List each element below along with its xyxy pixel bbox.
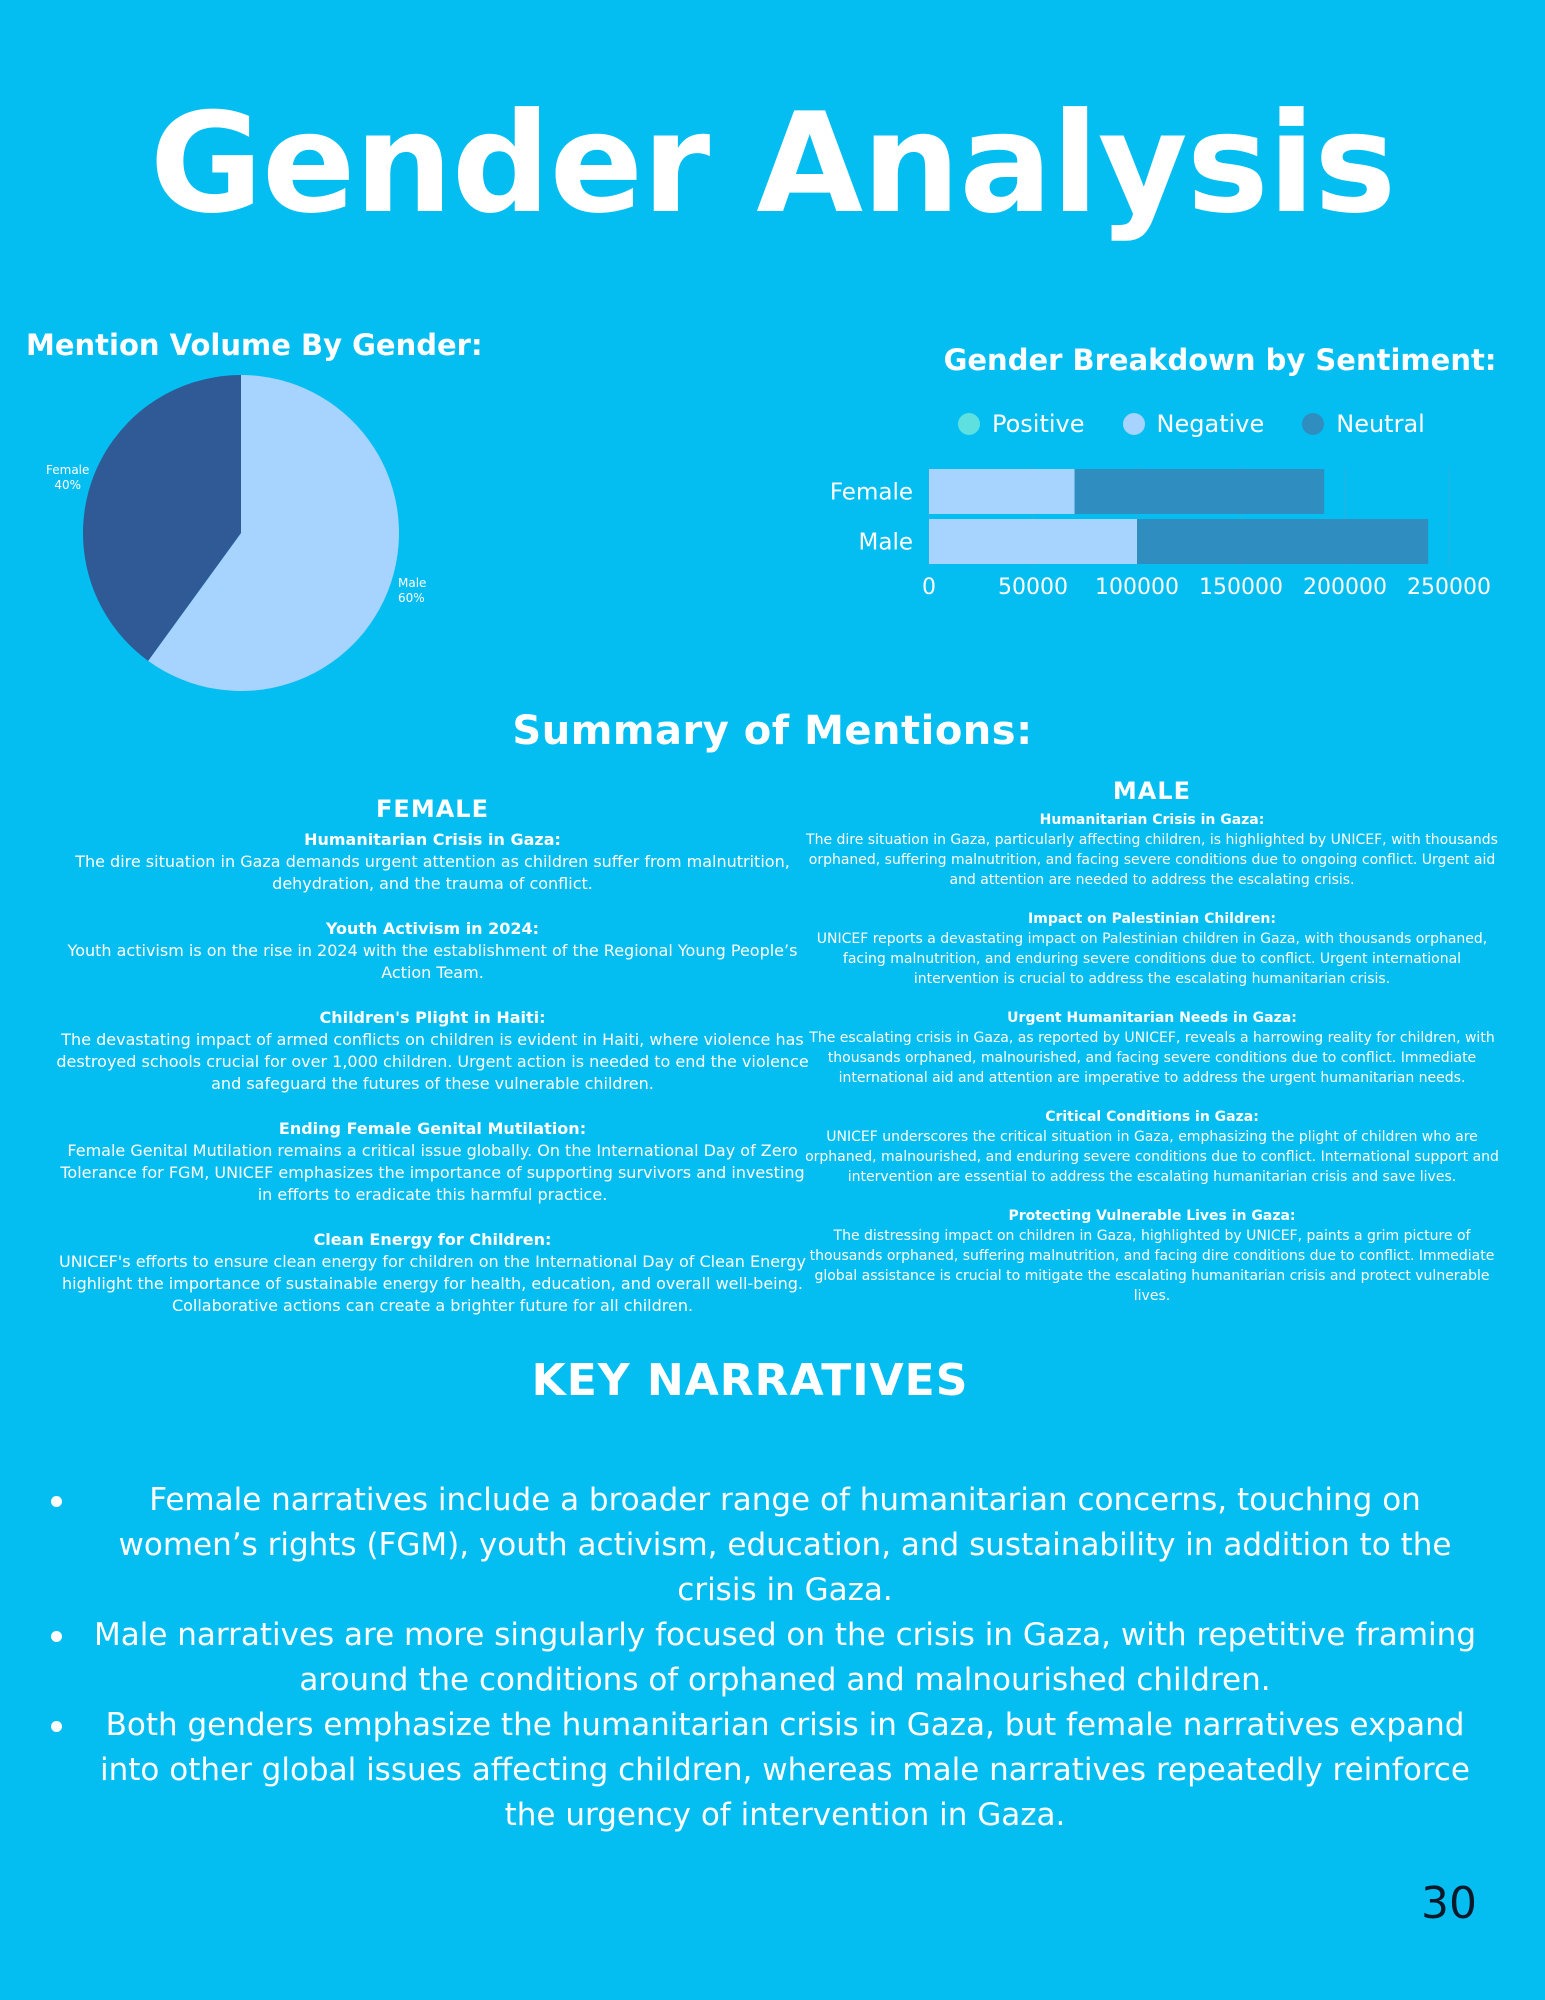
key-narrative-item: Female narratives include a broader range of humanitarian concerns, touching on women’s rights (FGM), youth activism, education, and sustainability in addition to the crisis in Gaza. [45, 1478, 1485, 1613]
male-heading: MALE [1112, 777, 1192, 805]
male-item [802, 1108, 1502, 1187]
key-narrative-item: Male narratives are more singularly focused on the crisis in Gaza, with repetitive framing around the conditions of orphaned and malnourished children. [45, 1613, 1485, 1703]
male-item [802, 910, 1502, 989]
bar-chart-legend [958, 410, 1425, 438]
bar-x-tick-label: 250000 [1407, 575, 1491, 600]
pie-label-female-value: 40% [54, 478, 82, 492]
bar-x-tick-label: 50000 [998, 575, 1068, 600]
male-item-title: Urgent Humanitarian Needs in Gaza: [1007, 1010, 1297, 1026]
bar-segment-female-negative [929, 469, 1075, 514]
female-item-title: Humanitarian Crisis in Gaza: [304, 830, 561, 849]
bar-x-tick-label: 200000 [1303, 575, 1387, 600]
male-item-text: The distressing impact on children in Gaza, highlighted by UNICEF, paints a grim picture of thousands orphaned, suffering malnutrition, and facing dire conditions due to conflict. Immediate global assistance is crucial to mitigate the escalating humanitarian crisis and protect vulnerable lives. [809, 1228, 1495, 1304]
male-item-title: Protecting Vulnerable Lives in Gaza: [1008, 1208, 1296, 1224]
bar-segment-female-neutral [1075, 469, 1325, 514]
pie-label-male [398, 576, 426, 606]
pie-label-female-name: Female [46, 463, 90, 477]
male-item-title: Critical Conditions in Gaza: [1045, 1109, 1259, 1125]
legend-swatch-negative [1123, 413, 1145, 435]
female-item-text: UNICEF's efforts to ensure clean energy for children on the International Day of Clean Energy highlight the importance of sustainable energy for health, education, and overall well-being. Collaborative actions can create a brighter future for all children. [59, 1252, 806, 1315]
key-narratives-list [45, 1478, 1485, 1838]
bar-x-tick-label: 150000 [1199, 575, 1283, 600]
female-item-title: Clean Energy for Children: [313, 1230, 552, 1249]
male-item [802, 1207, 1502, 1306]
male-item-text: UNICEF reports a devastating impact on Palestinian children in Gaza, with thousands orphaned, facing malnutrition, and enduring severe conditions due to conflict. Urgent international intervention is crucial to address the escalating humanitarian crisis. [816, 931, 1488, 987]
bar-x-tick-label: 0 [922, 575, 936, 600]
female-item [55, 918, 810, 984]
bar-chart [800, 455, 1520, 610]
female-summary-column [55, 795, 810, 1340]
pie-label-male-value: 60% [398, 591, 425, 605]
bar-segment-male-negative [929, 519, 1137, 564]
page-number: 30 [1421, 1878, 1477, 1929]
legend-item-negative [1123, 410, 1265, 438]
legend-label-positive: Positive [992, 410, 1085, 438]
pie-label-female [46, 463, 89, 493]
bar-chart-title: Gender Breakdown by Sentiment: [943, 343, 1497, 377]
legend-item-positive [958, 410, 1085, 438]
female-item-title: Children's Plight in Haiti: [319, 1008, 546, 1027]
female-item-title: Youth Activism in 2024: [325, 919, 540, 938]
female-item-text: The dire situation in Gaza demands urgent attention as children suffer from malnutrition, dehydration, and the trauma of conflict. [75, 852, 790, 893]
page-title: Gender Analysis [149, 83, 1396, 244]
bar-category-label: Male [858, 529, 913, 556]
female-item [55, 1229, 810, 1317]
female-item [55, 1118, 810, 1206]
pie-chart [0, 360, 460, 710]
key-narrative-item: Both genders emphasize the humanitarian crisis in Gaza, but female narratives expand into other global issues affecting children, whereas male narratives repeatedly reinforce the urgency of intervention in Gaza. [45, 1703, 1485, 1838]
legend-label-negative: Negative [1156, 410, 1265, 438]
female-item-text: Female Genital Mutilation remains a critical issue globally. On the International Day of Zero Tolerance for FGM, UNICEF emphasizes the importance of supporting survivors and investing in efforts to eradicate this harmful practice. [60, 1141, 805, 1204]
male-item [802, 1009, 1502, 1088]
pie-chart-title: Mention Volume By Gender: [26, 328, 483, 362]
male-item [802, 811, 1502, 890]
male-item-title: Impact on Palestinian Children: [1028, 911, 1276, 927]
female-item [55, 1007, 810, 1095]
legend-swatch-neutral [1302, 413, 1324, 435]
female-heading: FEMALE [376, 795, 489, 823]
female-item [55, 829, 810, 895]
female-item-text: The devastating impact of armed conflicts on children is evident in Haiti, where violence has destroyed schools crucial for over 1,000 children. Urgent action is needed to end the violence and safeguard the futures of these vulnerable children. [56, 1030, 809, 1093]
male-item-text: The dire situation in Gaza, particularly affecting children, is highlighted by UNICEF, with thousands orphaned, suffering malnutrition, and facing severe conditions due to ongoing conflict. Urgent aid and attention are needed to address the escalating crisis. [806, 832, 1498, 888]
legend-item-neutral [1302, 410, 1425, 438]
female-item-text: Youth activism is on the rise in 2024 with the establishment of the Regional Young People’s Action Team. [67, 941, 798, 982]
bar-segment-male-neutral [1137, 519, 1428, 564]
key-narratives-title: KEY NARRATIVES [531, 1355, 969, 1406]
male-item-text: The escalating crisis in Gaza, as reported by UNICEF, reveals a harrowing reality for children, with thousands orphaned, malnourished, and facing severe conditions due to conflict. Immediate international aid and attention are imperative to address the urgent humanitarian needs. [809, 1030, 1495, 1086]
legend-swatch-positive [958, 413, 980, 435]
summary-title: Summary of Mentions: [512, 708, 1033, 754]
male-item-text: UNICEF underscores the critical situation in Gaza, emphasizing the plight of children who are orphaned, malnourished, and enduring severe conditions due to conflict. International support and intervention are essential to address the escalating humanitarian crisis and save lives. [805, 1129, 1499, 1185]
bar-category-label: Female [829, 479, 913, 506]
female-item-title: Ending Female Genital Mutilation: [278, 1119, 587, 1138]
male-summary-column [802, 777, 1502, 1326]
legend-label-neutral: Neutral [1336, 410, 1425, 438]
male-item-title: Humanitarian Crisis in Gaza: [1039, 812, 1265, 828]
pie-label-male-name: Male [398, 576, 427, 590]
bar-x-tick-label: 100000 [1095, 575, 1179, 600]
